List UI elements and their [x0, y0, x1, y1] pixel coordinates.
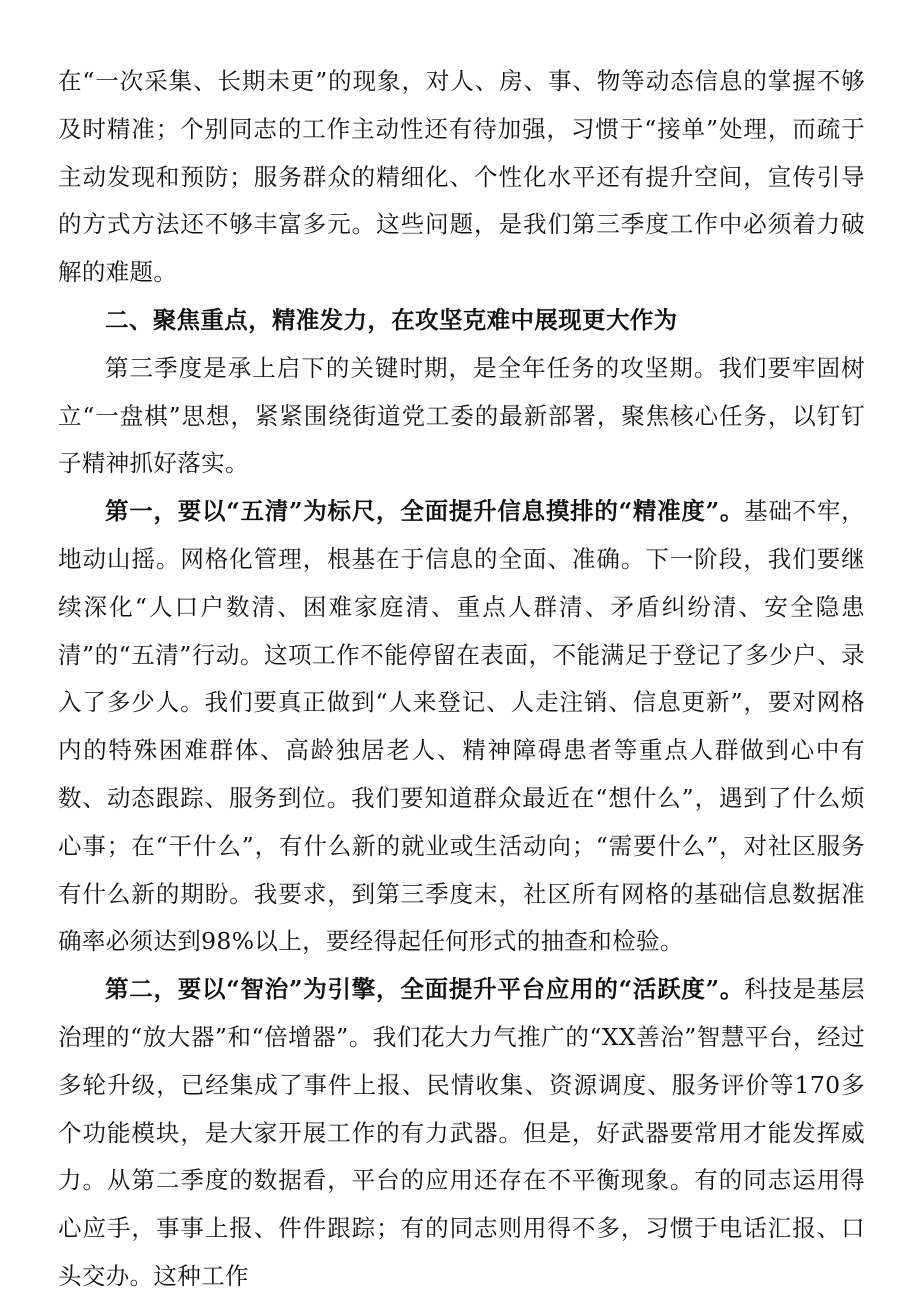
document-page — [58, 58, 865, 1301]
first-point-body: 基础不牢，地动山摇。网格化管理，根基在于信息的全面、准确。下一阶段，我们要继续深化“人口户数清、困难家庭清、重点人群清、矛盾纠纷清、安全隐患清”的“五清”行动。这项工作不能停留在表面，不能满足于登记了多少户、录入了多少人。我们要真正做到“人来登记、人走注销、信息更新”，要对网格内的特殊困难群体、高龄独居老人、精神障碍患者等重点人群做到心中有数、动态跟踪、服务到位。我们要知道群众最近在“想什么”，遇到了什么烦心事；在“干什么”，有什么新的就业或生活动向；“需要什么”，对社区服务有什么新的期盼。我要求，到第三季度末，社区所有网格的基础信息数据准确率必须达到98%以上，要经得起任何形式的抽查和检验。 — [58, 497, 865, 956]
paragraph-problems: 在“一次采集、长期未更”的现象，对人、房、事、物等动态信息的掌握不够及时精准；个别同志的工作主动性还有待加强，习惯于“接单”处理，而疏于主动发现和预防；服务群众的精细化、个性化水平还有提升空间，宣传引导的方式方法还不够丰富多元。这些问题，是我们第三季度工作中必须着力破解的难题。 — [58, 67, 865, 287]
paragraph-first-point — [58, 488, 865, 966]
paragraph-second-point — [58, 966, 865, 1301]
second-point-body: 科技是基层治理的“放大器”和“倍增器”。我们花大力气推广的“XX善治”智慧平台，经过多轮升级，已经集成了事件上报、民情收集、资源调度、服务评价等170多个功能模块，是大家开展工作的有力武器。但是，好武器要常用才能发挥威力。从第二季度的数据看，平台的应用还存在不平衡现象。有的同志运用得心应手，事事上报、件件跟踪；有的同志则用得不多，习惯于电话汇报、口头交办。这种工作 — [58, 975, 865, 1290]
second-point-lead: 第二，要以“智治”为引擎，全面提升平台应用的“活跃度”。 — [105, 975, 745, 1004]
first-point-lead: 第一，要以“五清”为标尺，全面提升信息摸排的“精准度”。 — [105, 497, 745, 526]
paragraph-third-quarter: 第三季度是承上启下的关键时期，是全年任务的攻坚期。我们要牢固树立“一盘棋”思想，紧紧围绕街道党工委的最新部署，聚焦核心任务，以钉钉子精神抓好落实。 — [58, 353, 865, 478]
section-heading: 二、聚焦重点，精准发力，在攻坚克难中展现更大作为 — [105, 305, 678, 334]
